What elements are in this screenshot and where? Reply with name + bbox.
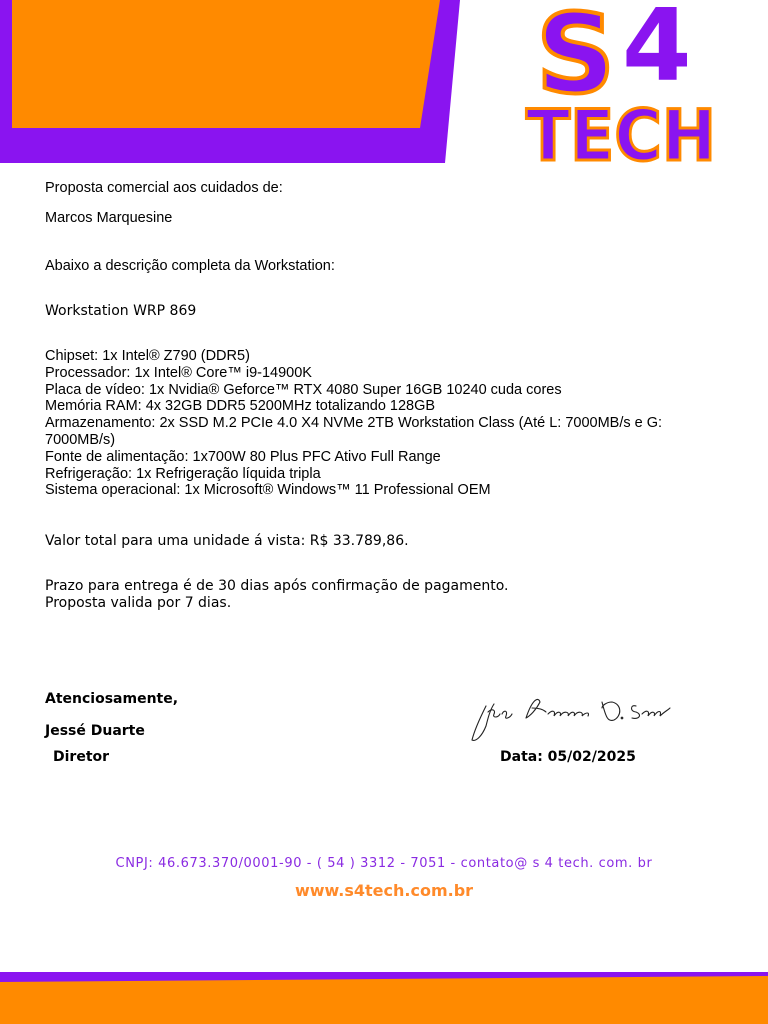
website-link[interactable]: www.s4tech.com.br [294, 881, 474, 900]
intro-line: Abaixo a descrição completa da Workstation: [45, 258, 335, 274]
header-orange-shape [0, 0, 440, 128]
date-line: Data: 05/02/2025 [500, 749, 636, 765]
contact-info: CNPJ: 46.673.370/0001-90 - ( 54 ) 3312 - 7051 - contato@ s 4 tech. com. br [115, 856, 653, 871]
spec-line: Sistema operacional: 1x Microsoft® Windows™ 11 Professional OEM [45, 482, 491, 499]
validity-line: Proposta valida por 7 dias. [45, 595, 232, 611]
spec-line: Armazenamento: 2x SSD M.2 PCIe 4.0 X4 NVMe 2TB Workstation Class (Até L: 7000MB/s e G: [45, 415, 663, 432]
s4tech-logo [518, 0, 718, 168]
signer-name: Jessé Duarte [45, 723, 145, 739]
spec-line: Processador: 1x Intel® Core™ i9-14900K [45, 364, 312, 381]
delivery-line: Prazo para entrega é de 30 dias após confirmação de pagamento. [45, 578, 509, 594]
spec-line: 7000MB/s) [45, 431, 116, 448]
spec-line: Refrigeração: 1x Refrigeração líquida tripla [45, 465, 321, 482]
spec-line: Fonte de alimentação: 1x700W 80 Plus PFC Ativo Full Range [45, 448, 441, 465]
spec-line: Placa de vídeo: 1x Nvidia® Geforce™ RTX 4080 Super 16GB 10240 cuda cores [45, 381, 562, 398]
spec-list [45, 348, 725, 499]
attention-line: Proposta comercial aos cuidados de: [45, 180, 283, 196]
product-name: Workstation WRP 869 [45, 303, 197, 319]
signature-image [466, 688, 676, 748]
svg-text:4: 4 [622, 0, 692, 104]
footer-banner [0, 968, 768, 1024]
svg-text:S: S [536, 0, 616, 118]
spec-line: Chipset: 1x Intel® Z790 (DDR5) [45, 348, 250, 364]
closing-greeting: Atenciosamente, [45, 691, 179, 707]
footer-orange-band [0, 976, 768, 1024]
svg-text:TECH: TECH [526, 95, 716, 168]
spec-line: Memória RAM: 4x 32GB DDR5 5200MHz totalizando 128GB [45, 398, 436, 415]
client-name: Marcos Marquesine [45, 210, 173, 226]
price-line: Valor total para uma unidade á vista: R$ 33.789,86. [45, 533, 409, 549]
signer-title: Diretor [53, 749, 110, 765]
